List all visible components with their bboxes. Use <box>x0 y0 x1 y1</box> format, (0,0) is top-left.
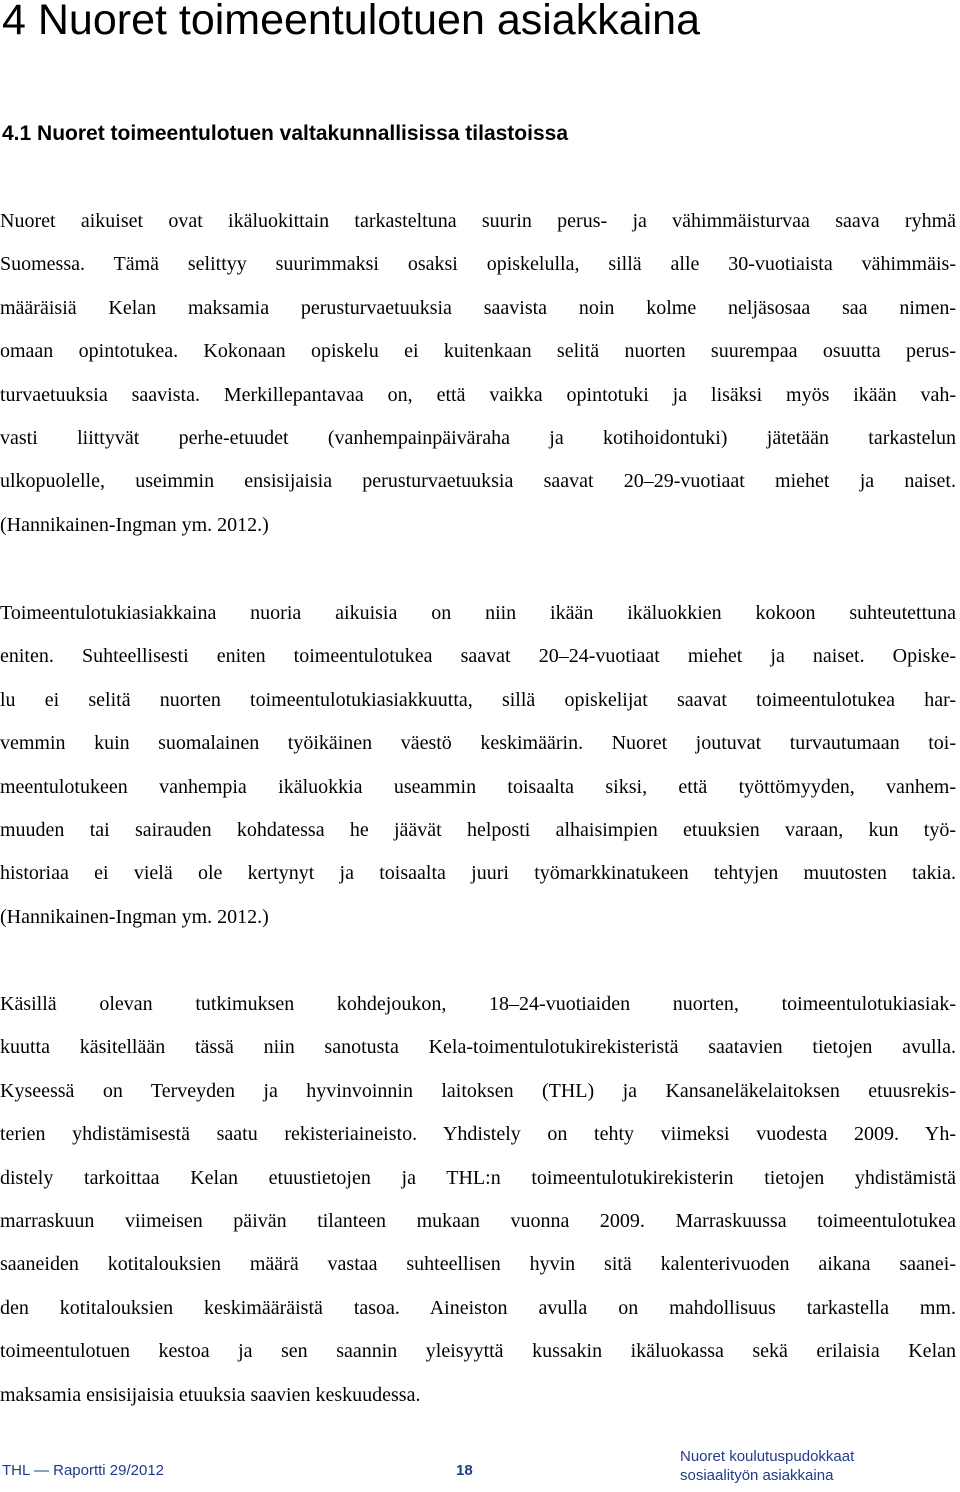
footer-report-title-line1: Nuoret koulutuspudokkaat <box>680 1448 855 1465</box>
text-line: turvaetuuksia saavista. Merkillepantavaa on, että vaikka opintotuki ja lisäksi myös ikään vah- <box>0 383 956 406</box>
text-line: määräisiä Kelan maksamia perusturvaetuuksia saavista noin kolme neljäsosaa saa nimen- <box>0 296 956 319</box>
text-line: maksamia ensisijaisia etuuksia saavien keskuudessa. <box>0 1383 421 1406</box>
page-number: 18 <box>456 1462 473 1479</box>
text-line: Nuoret aikuiset ovat ikäluokittain tarkasteltuna suurin perus- ja vähimmäisturvaa saava ryhmä <box>0 210 956 232</box>
text-line: ulkopuolelle, useimmin ensisijaisia perusturvaetuuksia saavat 20–29-vuotiaat miehet ja naiset. <box>0 470 956 493</box>
paragraph-2 <box>0 592 956 939</box>
text-line: historiaa ei vielä ole kertynyt ja toisaalta juuri työmarkkinatukeen tehtyjen muutosten takia. <box>0 862 956 885</box>
text-line: toimeentulotuen kestoa ja sen saannin yleisyyttä kussakin ikäluokassa sekä erilaisia Kelan <box>0 1340 956 1363</box>
text-line: Käsillä olevan tutkimuksen kohdejoukon, 18–24-vuotiaiden nuorten, toimeentulotukiasiak- <box>0 993 956 1015</box>
text-line: kuutta käsitellään tässä niin sanotusta Kela-toimentulotukirekisteristä saatavien tietojen avulla. <box>0 1036 956 1059</box>
footer-report-title <box>680 1448 854 1486</box>
text-line: meentulotukeen vanhempia ikäluokkia useammin toisaalta siksi, että työttömyyden, vanhem- <box>0 775 956 798</box>
text-line: muuden tai sairauden kohdatessa he jäävät helposti alhaisimpien etuuksien varaan, kun työ- <box>0 818 956 841</box>
text-line: vasti liittyvät perhe-etuudet (vanhempainpäiväraha ja kotihoidontuki) jätetään tarkastelun <box>0 426 956 449</box>
paragraph-3 <box>0 983 956 1417</box>
text-line: (Hannikainen-Ingman ym. 2012.) <box>0 513 269 536</box>
section-title: 4.1 Nuoret toimeentulotuen valtakunnallisissa tilastoissa <box>2 122 568 145</box>
text-line: Kyseessä on Terveyden ja hyvinvoinnin laitoksen (THL) ja Kansaneläkelaitoksen etuusrekis- <box>0 1079 956 1102</box>
text-line: den kotitalouksien keskimääräistä tasoa. Aineiston avulla on mahdollisuus tarkastella mm. <box>0 1296 956 1319</box>
text-line: omaan opintotukea. Kokonaan opiskelu ei kuitenkaan selitä nuorten suurempaa osuutta perus- <box>0 340 956 363</box>
text-line: eniten. Suhteellisesti eniten toimeentulotukea saavat 20–24-vuotiaat miehet ja naiset. Opiske- <box>0 645 956 668</box>
text-line: Toimeentulotukiasiakkaina nuoria aikuisia on niin ikään ikäluokkien kokoon suhteutettuna <box>0 602 956 624</box>
text-line: vemmin kuin suomalainen työikäinen väestö keskimäärin. Nuoret joutuvat turvautumaan toi- <box>0 732 956 755</box>
paragraph-1 <box>0 200 956 547</box>
text-line: terien yhdistämisestä saatu rekisteriaineisto. Yhdistely on tehty viimeksi vuodesta 2009. Yh- <box>0 1123 956 1146</box>
footer-report-title-line2: sosiaalityön asiakkaina <box>680 1467 834 1484</box>
chapter-title: 4 Nuoret toimeentulotuen asiakkaina <box>2 0 700 44</box>
text-line: Suomessa. Tämä selittyy suurimmaksi osaksi opiskelulla, sillä alle 30-vuotiaista vähimmäis- <box>0 253 956 276</box>
text-line: marraskuun viimeisen päivän tilanteen mukaan vuonna 2009. Marraskuussa toimeentulotukea <box>0 1209 956 1232</box>
text-line: lu ei selitä nuorten toimeentulotukiasiakkuutta, sillä opiskelijat saavat toimeentulotukea har- <box>0 688 956 711</box>
text-line: distely tarkoittaa Kelan etuustietojen ja THL:n toimeentulotukirekisterin tietojen yhdistämistä <box>0 1166 956 1189</box>
footer-publication: THL — Raportti 29/2012 <box>2 1462 165 1479</box>
text-line: (Hannikainen-Ingman ym. 2012.) <box>0 905 269 928</box>
text-line: saaneiden kotitalouksien määrä vastaa suhteellisen hyvin sitä kalenterivuoden aikana saanei- <box>0 1253 956 1276</box>
